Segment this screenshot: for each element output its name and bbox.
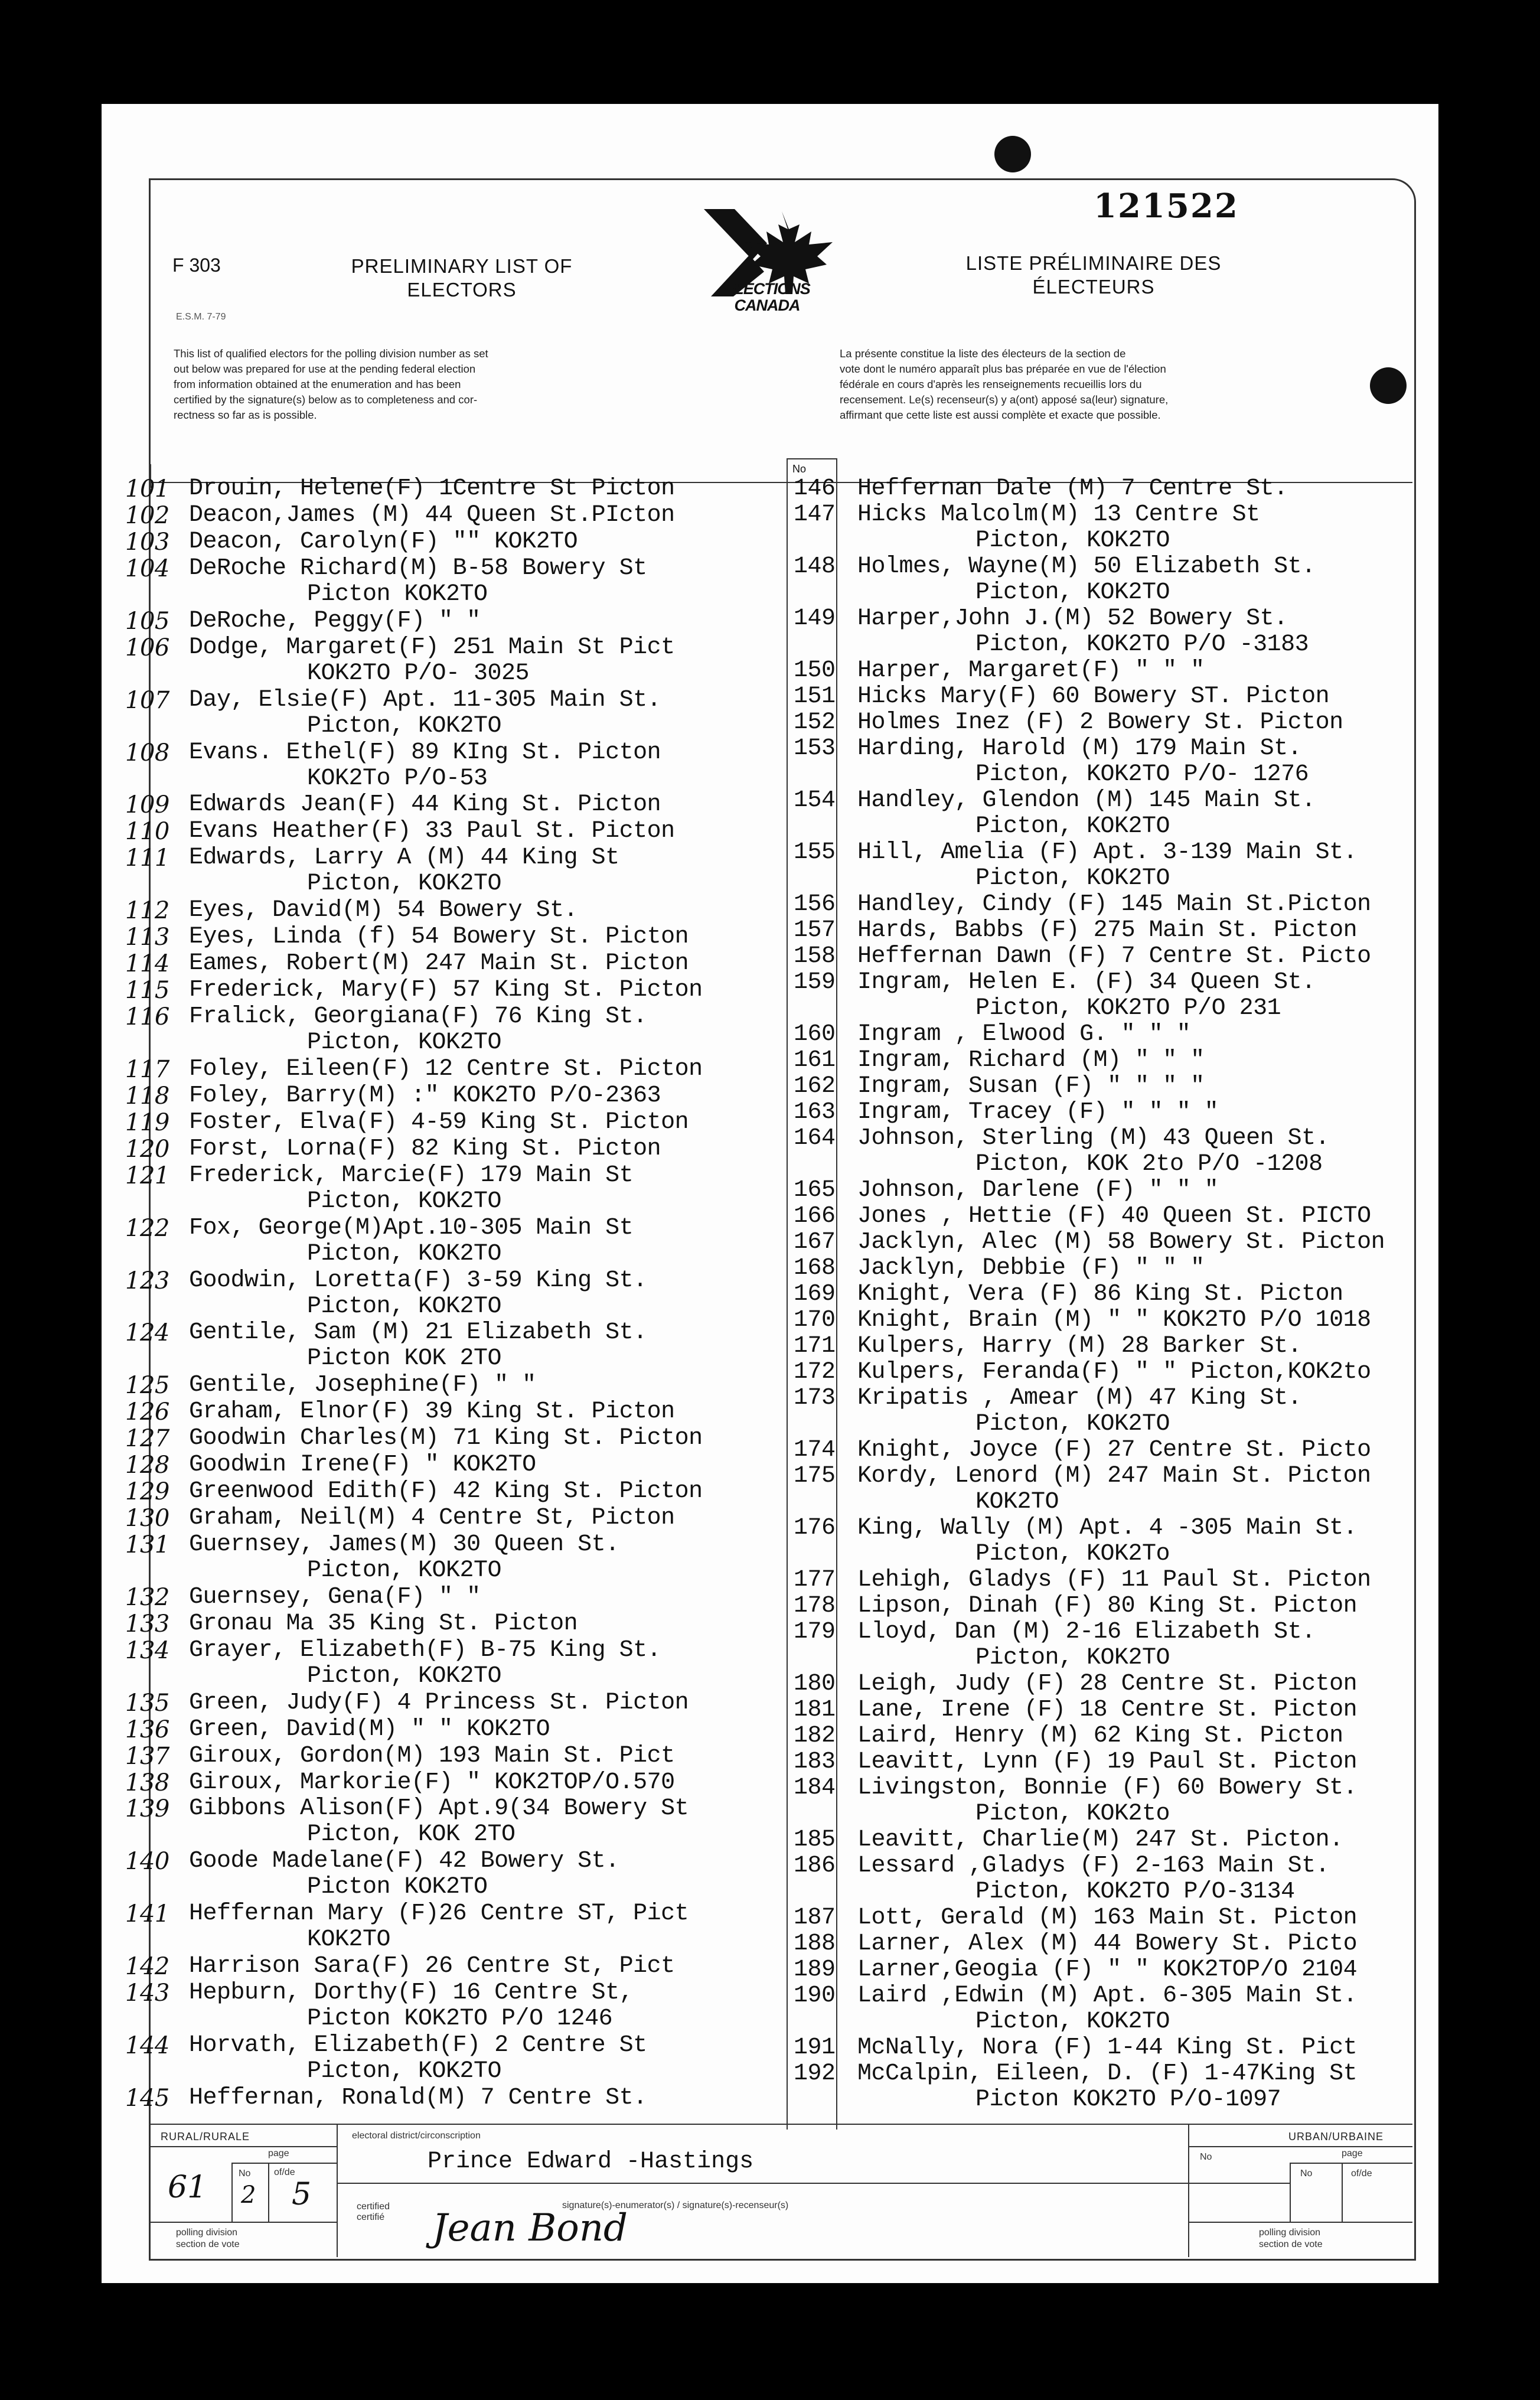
elector-number: 110 xyxy=(125,818,169,846)
elector-name-address: Evans. Ethel(F) 89 KIng St. Picton xyxy=(189,739,661,766)
elector-name-address: Foster, Elva(F) 4-59 King St. Picton xyxy=(189,1108,689,1136)
elector-name-address: Kulpers, Feranda(F) " " Picton,KOK2to xyxy=(857,1359,1371,1385)
elector-address-continuation: Picton, KOK2TO xyxy=(975,865,1170,892)
elector-name-address: Lessard ,Gladys (F) 2-163 Main St. xyxy=(857,1853,1330,1879)
elector-name-address: Horvath, Elizabeth(F) 2 Centre St xyxy=(189,2032,647,2059)
elector-number: 121 xyxy=(125,1162,169,1189)
elector-name-address: Evans Heather(F) 33 Paul St. Picton xyxy=(189,818,675,845)
elector-address-continuation: Picton KOK 2TO xyxy=(307,1345,502,1372)
elector-address-continuation: Picton, KOK2TO xyxy=(307,1662,502,1690)
elector-name-address: Forst, Lorna(F) 82 King St. Picton xyxy=(189,1135,661,1162)
urban-label: URBAN/URBAINE xyxy=(1288,2131,1384,2143)
elector-number: 132 xyxy=(125,1583,169,1611)
elector-name-address: Harrison Sara(F) 26 Centre St, Pict xyxy=(189,1953,675,1980)
elector-name-address: King, Wally (M) Apt. 4 -305 Main St. xyxy=(857,1515,1358,1541)
elector-name-address: DeRoche, Peggy(F) " " xyxy=(189,607,481,634)
elector-number: 107 xyxy=(125,686,169,714)
elector-name-address: Ingram, Susan (F) " " " " xyxy=(857,1073,1205,1100)
elector-number: 122 xyxy=(125,1214,169,1242)
elector-number: 175 xyxy=(794,1463,836,1489)
elector-name-address: Frederick, Marcie(F) 179 Main St xyxy=(189,1162,634,1189)
elector-number: 103 xyxy=(125,528,169,556)
elector-address-continuation: Picton, KOK2TO xyxy=(307,1293,502,1320)
elector-address-continuation: Picton KOK2TO P/O 1246 xyxy=(307,2006,613,2033)
elector-name-address: Kordy, Lenord (M) 247 Main St. Picton xyxy=(857,1463,1371,1489)
intro-french-line: affirmant que cette liste est aussi complète et exacte que possible. xyxy=(840,409,1161,421)
polling-division-value: 61 xyxy=(168,2170,207,2205)
urban-rule xyxy=(1188,2146,1412,2147)
elector-number: 141 xyxy=(125,1900,169,1928)
elector-name-address: Lane, Irene (F) 18 Centre St. Picton xyxy=(857,1697,1358,1723)
elector-name-address: Gentile, Sam (M) 21 Elizabeth St. xyxy=(189,1319,647,1346)
elector-name-address: Goodwin Charles(M) 71 King St. Picton xyxy=(189,1425,703,1452)
elector-number: 148 xyxy=(794,553,836,580)
elector-name-address: Green, Judy(F) 4 Princess St. Picton xyxy=(189,1689,689,1716)
elector-name-address: Heffernan, Ronald(M) 7 Centre St. xyxy=(189,2085,647,2112)
elector-address-continuation: KOK2TO P/O- 3025 xyxy=(307,660,530,687)
logo-text-elections: ELECTIONS xyxy=(724,280,810,298)
enumerator-signature: Jean Bond xyxy=(432,2206,628,2250)
elector-name-address: Gronau Ma 35 King St. Picton xyxy=(189,1610,578,1637)
urban-no-label: No xyxy=(1200,2152,1212,2162)
elector-name-address: Deacon,James (M) 44 Queen St.PIcton xyxy=(189,501,675,529)
elector-name-address: Lloyd, Dan (M) 2-16 Elizabeth St. xyxy=(857,1619,1316,1645)
elector-address-continuation: Picton, KOK 2TO xyxy=(307,1821,515,1848)
form-number: F 303 xyxy=(172,255,221,276)
rural-rule xyxy=(150,2146,337,2147)
elector-name-address: Larner, Alex (M) 44 Bowery St. Picto xyxy=(857,1931,1358,1957)
form-date: E.S.M. 7-79 xyxy=(176,312,226,322)
elector-number: 127 xyxy=(125,1425,169,1453)
elector-name-address: Jacklyn, Debbie (F) " " " xyxy=(857,1255,1205,1281)
elector-address-continuation: Picton, KOK2TO P/O -3183 xyxy=(975,631,1309,658)
elector-number: 176 xyxy=(794,1515,836,1541)
elector-address-continuation: Picton, KOK 2to P/O -1208 xyxy=(975,1151,1323,1178)
elector-name-address: Drouin, Helene(F) 1Centre St Picton xyxy=(189,475,675,502)
elector-name-address: Kripatis , Amear (M) 47 King St. xyxy=(857,1385,1302,1411)
elector-number: 129 xyxy=(125,1478,169,1506)
elector-number: 116 xyxy=(125,1003,169,1031)
elector-number: 151 xyxy=(794,683,836,710)
elector-number: 183 xyxy=(794,1749,836,1775)
elector-number: 143 xyxy=(125,1980,169,2007)
elector-number: 112 xyxy=(125,897,169,925)
elector-name-address: Giroux, Markorie(F) " KOK2TOP/O.570 xyxy=(189,1769,675,1796)
elector-name-address: Foley, Eileen(F) 12 Centre St. Picton xyxy=(189,1055,703,1082)
page-no-label: No xyxy=(239,2169,251,2179)
elector-number: 114 xyxy=(125,950,169,978)
elector-address-continuation: Picton, KOK2TO xyxy=(975,1411,1170,1437)
elector-number: 159 xyxy=(794,969,836,996)
elector-name-address: Fralick, Georgiana(F) 76 King St. xyxy=(189,1003,647,1030)
elector-address-continuation: Picton, KOK2To xyxy=(975,1541,1170,1567)
elector-number: 191 xyxy=(794,2034,836,2061)
page-total-value: 5 xyxy=(292,2177,312,2212)
elector-number: 168 xyxy=(794,1255,836,1281)
elector-name-address: Handley, Cindy (F) 145 Main St.Picton xyxy=(857,891,1371,918)
elector-number: 147 xyxy=(794,501,836,528)
elector-name-address: Kulpers, Harry (M) 28 Barker St. xyxy=(857,1333,1302,1359)
elector-number: 164 xyxy=(794,1125,836,1152)
elector-address-continuation: KOK2TO xyxy=(975,1489,1059,1515)
elector-name-address: Graham, Elnor(F) 39 King St. Picton xyxy=(189,1398,675,1426)
intro-french-line: fédérale en cours d'après les renseignements recueillis lors du xyxy=(840,378,1142,390)
elector-name-address: Holmes Inez (F) 2 Bowery St. Picton xyxy=(857,709,1343,736)
elector-name-address: Leavitt, Charlie(M) 247 St. Picton. xyxy=(857,1827,1343,1853)
urban-polling-label-fr: section de vote xyxy=(1259,2239,1323,2249)
elector-address-continuation: Picton, KOK2TO xyxy=(307,1557,502,1584)
elector-name-address: Knight, Vera (F) 86 King St. Picton xyxy=(857,1281,1343,1307)
elector-name-address: Laird, Henry (M) 62 King St. Picton xyxy=(857,1723,1343,1749)
elector-name-address: Heffernan Dale (M) 7 Centre St. xyxy=(857,475,1288,502)
elector-number: 185 xyxy=(794,1827,836,1853)
punch-hole-top xyxy=(994,136,1031,172)
intro-english-line: certified by the signature(s) below as to completeness and cor- xyxy=(174,393,478,406)
elector-name-address: Deacon, Carolyn(F) "" KOK2TO xyxy=(189,528,578,555)
elector-number: 179 xyxy=(794,1619,836,1645)
elector-number: 142 xyxy=(125,1953,169,1981)
elector-number: 181 xyxy=(794,1697,836,1723)
elector-number: 144 xyxy=(125,2032,169,2060)
elector-name-address: Johnson, Sterling (M) 43 Queen St. xyxy=(857,1125,1330,1152)
elector-number: 111 xyxy=(125,844,169,872)
elector-number: 131 xyxy=(125,1531,169,1558)
elector-name-address: Lipson, Dinah (F) 80 King St. Picton xyxy=(857,1593,1358,1619)
elector-number: 182 xyxy=(794,1723,836,1749)
elector-number: 118 xyxy=(125,1082,169,1110)
elector-name-address: Laird ,Edwin (M) Apt. 6-305 Main St. xyxy=(857,1982,1358,2009)
footer-top-rule xyxy=(150,2124,1412,2125)
elector-number: 126 xyxy=(125,1398,169,1426)
elector-number: 140 xyxy=(125,1848,169,1876)
rural-divider xyxy=(337,2124,338,2257)
elector-name-address: Ingram, Richard (M) " " " xyxy=(857,1047,1205,1074)
elector-number: 166 xyxy=(794,1203,836,1230)
elector-number: 105 xyxy=(125,607,169,635)
elector-number: 102 xyxy=(125,501,169,529)
elector-name-address: Hards, Babbs (F) 275 Main St. Picton xyxy=(857,917,1358,944)
elector-name-address: Green, David(M) " " KOK2TO xyxy=(189,1716,550,1743)
elector-name-address: Goode Madelane(F) 42 Bowery St. xyxy=(189,1848,619,1875)
elector-number: 153 xyxy=(794,735,836,762)
elector-name-address: Lott, Gerald (M) 163 Main St. Picton xyxy=(857,1905,1358,1931)
elector-address-continuation: Picton, KOK2TO xyxy=(307,1240,502,1267)
elector-number: 150 xyxy=(794,657,836,684)
title-english-line-1: PRELIMINARY LIST OF xyxy=(351,255,573,277)
elector-number: 187 xyxy=(794,1905,836,1931)
elector-number: 113 xyxy=(125,924,169,951)
elector-number: 128 xyxy=(125,1452,169,1479)
elector-number: 117 xyxy=(125,1055,169,1083)
elector-name-address: Edwards, Larry A (M) 44 King St xyxy=(189,844,619,872)
intro-english xyxy=(174,346,693,423)
rural-page-label: page xyxy=(268,2148,289,2158)
title-english-line-2: ELECTORS xyxy=(407,279,517,301)
urban-box-left xyxy=(1290,2163,1291,2222)
elector-name-address: Ingram, Tracey (F) " " " " xyxy=(857,1099,1219,1126)
page-of-label: of/de xyxy=(274,2167,295,2177)
polling-label-en: polling division xyxy=(176,2228,238,2238)
elector-address-continuation: Picton, KOK2TO xyxy=(975,1645,1170,1671)
intro-french-line: recensement. Le(s) recenseur(s) y a(ont) apposé sa(leur) signature, xyxy=(840,393,1169,406)
elector-number: 123 xyxy=(125,1267,169,1294)
elector-number: 180 xyxy=(794,1671,836,1697)
page-box-top xyxy=(231,2163,337,2164)
elector-number: 152 xyxy=(794,709,836,736)
elector-address-continuation: Picton KOK2TO P/O-1097 xyxy=(975,2086,1281,2113)
elector-name-address: Goodwin Irene(F) " KOK2TO xyxy=(189,1452,536,1479)
intro-french xyxy=(840,346,1371,423)
elector-name-address: Heffernan Dawn (F) 7 Centre St. Picto xyxy=(857,943,1371,970)
elector-name-address: McCalpin, Eileen, D. (F) 1-47King St xyxy=(857,2060,1358,2087)
elector-name-address: Jacklyn, Alec (M) 58 Bowery St. Picton xyxy=(857,1229,1385,1256)
elector-number: 146 xyxy=(794,475,836,502)
elector-number: 174 xyxy=(794,1437,836,1463)
elector-number: 162 xyxy=(794,1073,836,1100)
elector-number: 178 xyxy=(794,1593,836,1619)
elector-address-continuation: Picton KOK2TO xyxy=(307,1874,488,1901)
elector-name-address: Larner,Geogia (F) " " KOK2TOP/O 2104 xyxy=(857,1956,1358,1983)
serial-number: 121522 xyxy=(1094,187,1239,226)
certified-label-en: certified xyxy=(357,2202,390,2212)
elector-number: 186 xyxy=(794,1853,836,1879)
elector-name-address: Guernsey, James(M) 30 Queen St. xyxy=(189,1531,619,1558)
elector-name-address: McNally, Nora (F) 1-44 King St. Pict xyxy=(857,2034,1358,2061)
elector-number: 156 xyxy=(794,891,836,918)
elector-number: 125 xyxy=(125,1372,169,1400)
elector-name-address: Edwards Jean(F) 44 King St. Picton xyxy=(189,791,661,819)
elector-number: 133 xyxy=(125,1610,169,1638)
elector-name-address: Goodwin, Loretta(F) 3-59 King St. xyxy=(189,1267,647,1294)
elector-number: 108 xyxy=(125,739,169,767)
elector-number: 184 xyxy=(794,1775,836,1801)
elector-number: 124 xyxy=(125,1319,169,1347)
elector-number: 106 xyxy=(125,634,169,661)
elector-name-address: Eames, Robert(M) 247 Main St. Picton xyxy=(189,950,689,977)
urban-polling-label-en: polling division xyxy=(1259,2228,1321,2238)
elector-number: 134 xyxy=(125,1636,169,1664)
elector-number: 138 xyxy=(125,1769,169,1796)
elector-number: 119 xyxy=(125,1108,169,1136)
elector-name-address: Greenwood Edith(F) 42 King St. Picton xyxy=(189,1478,703,1505)
elector-name-address: Harper,John J.(M) 52 Bowery St. xyxy=(857,605,1288,632)
number-column-header: No xyxy=(792,463,807,475)
rural-label: RURAL/RURALE xyxy=(161,2131,250,2143)
urban-divider xyxy=(1188,2124,1189,2257)
elector-address-continuation: Picton KOK2TO xyxy=(307,581,488,608)
elector-number: 170 xyxy=(794,1307,836,1333)
urban-polling-rule xyxy=(1188,2222,1412,2223)
elector-number: 160 xyxy=(794,1021,836,1048)
elector-name-address: Handley, Glendon (M) 145 Main St. xyxy=(857,787,1316,814)
elector-number: 130 xyxy=(125,1505,169,1532)
elector-number: 135 xyxy=(125,1689,169,1717)
elector-name-address: Frederick, Mary(F) 57 King St. Picton xyxy=(189,977,703,1004)
elector-number: 169 xyxy=(794,1281,836,1307)
elector-name-address: Hicks Mary(F) 60 Bowery ST. Picton xyxy=(857,683,1330,710)
elector-number: 171 xyxy=(794,1333,836,1359)
title-french xyxy=(928,252,1259,299)
elector-name-address: Holmes, Wayne(M) 50 Elizabeth St. xyxy=(857,553,1316,580)
district-rule xyxy=(337,2183,1290,2184)
elector-address-continuation: Picton, KOK2TO xyxy=(307,2058,502,2085)
elector-name-address: Leavitt, Lynn (F) 19 Paul St. Picton xyxy=(857,1749,1358,1775)
intro-french-line: La présente constitue la liste des électeurs de la section de xyxy=(840,347,1126,360)
elector-address-continuation: KOK2To P/O-53 xyxy=(307,765,488,792)
elector-name-address: Lehigh, Gladys (F) 11 Paul St. Picton xyxy=(857,1567,1371,1593)
elector-number: 177 xyxy=(794,1567,836,1593)
urban-box-mid xyxy=(1342,2163,1343,2222)
elector-name-address: Guernsey, Gena(F) " " xyxy=(189,1583,481,1610)
intro-french-line: vote dont le numéro apparaît plus bas préparée en vue de l'élection xyxy=(840,363,1166,375)
elector-name-address: Harper, Margaret(F) " " " xyxy=(857,657,1205,684)
urban-page-of-label: of/de xyxy=(1351,2169,1372,2179)
elector-name-address: Ingram , Elwood G. " " " xyxy=(857,1021,1191,1048)
elector-address-continuation: Picton, KOK2TO xyxy=(307,712,502,739)
elector-name-address: Ingram, Helen E. (F) 34 Queen St. xyxy=(857,969,1316,996)
title-french-line-2: ÉLECTEURS xyxy=(1032,276,1155,298)
intro-english-line: out below was prepared for use at the pending federal election xyxy=(174,363,476,375)
elector-number: 158 xyxy=(794,943,836,970)
intro-english-line: This list of qualified electors for the polling division number as set xyxy=(174,347,488,360)
elector-name-address: Graham, Neil(M) 4 Centre St, Picton xyxy=(189,1505,675,1532)
intro-english-line: rectness so far as is possible. xyxy=(174,409,317,421)
district-value: Prince Edward -Hastings xyxy=(428,2148,754,2175)
urban-page-no-label: No xyxy=(1300,2169,1313,2179)
elector-number: 149 xyxy=(794,605,836,632)
elector-number: 167 xyxy=(794,1229,836,1256)
elector-address-continuation: Picton, KOK2TO P/O-3134 xyxy=(975,1879,1295,1905)
elector-number: 192 xyxy=(794,2060,836,2087)
electors-list-sheet xyxy=(102,104,1438,2283)
elector-number: 154 xyxy=(794,787,836,814)
elector-name-address: Eyes, David(M) 54 Bowery St. xyxy=(189,897,578,924)
elector-number: 190 xyxy=(794,1982,836,2009)
elector-address-continuation: KOK2TO xyxy=(307,1926,391,1954)
elector-name-address: Hill, Amelia (F) Apt. 3-139 Main St. xyxy=(857,839,1358,866)
elector-number: 172 xyxy=(794,1359,836,1385)
elector-address-continuation: Picton, KOK2TO P/O- 1276 xyxy=(975,761,1309,788)
number-header-rule xyxy=(787,458,836,459)
title-french-line-1: LISTE PRÉLIMINAIRE DES xyxy=(965,252,1222,274)
elector-number: 188 xyxy=(794,1931,836,1957)
elector-name-address: Gibbons Alison(F) Apt.9(34 Bowery St xyxy=(189,1795,689,1822)
elector-name-address: Giroux, Gordon(M) 193 Main St. Pict xyxy=(189,1742,675,1769)
elector-number: 115 xyxy=(125,977,169,1005)
elector-name-address: Gentile, Josephine(F) " " xyxy=(189,1372,536,1399)
elector-address-continuation: Picton, KOK2TO xyxy=(975,579,1170,606)
elector-name-address: Livingston, Bonnie (F) 60 Bowery St. xyxy=(857,1775,1358,1801)
intro-english-line: from information obtained at the enumeration and has been xyxy=(174,378,461,390)
elector-number: 101 xyxy=(125,475,169,503)
elector-address-continuation: Picton, KOK2TO xyxy=(975,527,1170,554)
elector-name-address: Leigh, Judy (F) 28 Centre St. Picton xyxy=(857,1671,1358,1697)
elector-number: 173 xyxy=(794,1385,836,1411)
number-column-rule-right xyxy=(836,458,837,2130)
urban-page-label: page xyxy=(1342,2148,1363,2158)
district-label: electoral district/circonscription xyxy=(352,2131,481,2141)
elector-name-address: Hepburn, Dorthy(F) 16 Centre St, xyxy=(189,1980,634,2007)
number-column-rule-left xyxy=(787,458,788,2130)
elector-number: 120 xyxy=(125,1135,169,1163)
elector-name-address: Fox, George(M)Apt.10-305 Main St xyxy=(189,1214,634,1241)
elector-number: 157 xyxy=(794,917,836,944)
elector-name-address: Knight, Joyce (F) 27 Centre St. Picto xyxy=(857,1437,1371,1463)
elector-address-continuation: Picton, KOK2TO xyxy=(975,2008,1170,2035)
elector-number: 139 xyxy=(125,1795,169,1823)
logo-text-canada: CANADA xyxy=(734,296,800,314)
elector-address-continuation: Picton, KOK2TO P/O 231 xyxy=(975,995,1281,1022)
polling-rule xyxy=(150,2222,337,2223)
elector-number: 189 xyxy=(794,1956,836,1983)
elector-number: 161 xyxy=(794,1047,836,1074)
elector-name-address: Heffernan Mary (F)26 Centre ST, Pict xyxy=(189,1900,689,1928)
page-box-mid xyxy=(268,2163,269,2222)
elector-name-address: Johnson, Darlene (F) " " " xyxy=(857,1177,1219,1204)
elector-number: 137 xyxy=(125,1742,169,1770)
elector-name-address: Grayer, Elizabeth(F) B-75 King St. xyxy=(189,1636,661,1664)
elector-name-address: Dodge, Margaret(F) 251 Main St Pict xyxy=(189,634,675,661)
elector-address-continuation: Picton, KOK2TO xyxy=(307,870,502,898)
elector-number: 104 xyxy=(125,555,169,582)
urban-box-top xyxy=(1290,2163,1412,2164)
signature-label: signature(s)-enumerator(s) / signature(s)-recenseur(s) xyxy=(562,2200,789,2210)
elector-number: 136 xyxy=(125,1716,169,1743)
certified-label-fr: certifié xyxy=(357,2212,385,2222)
polling-label-fr: section de vote xyxy=(176,2239,240,2249)
elector-number: 109 xyxy=(125,791,169,819)
elector-number: 165 xyxy=(794,1177,836,1204)
elector-name-address: Day, Elsie(F) Apt. 11-305 Main St. xyxy=(189,686,661,713)
elector-name-address: Foley, Barry(M) :" KOK2TO P/O-2363 xyxy=(189,1082,661,1109)
elector-address-continuation: Picton, KOK2TO xyxy=(307,1188,502,1215)
elector-name-address: Hicks Malcolm(M) 13 Centre St xyxy=(857,501,1260,528)
elector-name-address: Knight, Brain (M) " " KOK2TO P/O 1018 xyxy=(857,1307,1371,1333)
page-box-left xyxy=(231,2163,233,2222)
elector-number: 163 xyxy=(794,1099,836,1126)
elector-name-address: DeRoche Richard(M) B-58 Bowery St xyxy=(189,555,647,582)
elector-address-continuation: Picton, KOK2TO xyxy=(975,813,1170,840)
elector-address-continuation: Picton, KOK2to xyxy=(975,1801,1170,1827)
page-number-value: 2 xyxy=(241,2181,256,2209)
elector-name-address: Harding, Harold (M) 179 Main St. xyxy=(857,735,1302,762)
elector-number: 155 xyxy=(794,839,836,866)
elector-name-address: Jones , Hettie (F) 40 Queen St. PICTO xyxy=(857,1203,1371,1230)
elector-number: 145 xyxy=(125,2085,169,2112)
elector-name-address: Eyes, Linda (f) 54 Bowery St. Picton xyxy=(189,924,689,951)
title-english xyxy=(296,255,627,302)
elector-address-continuation: Picton, KOK2TO xyxy=(307,1029,502,1056)
